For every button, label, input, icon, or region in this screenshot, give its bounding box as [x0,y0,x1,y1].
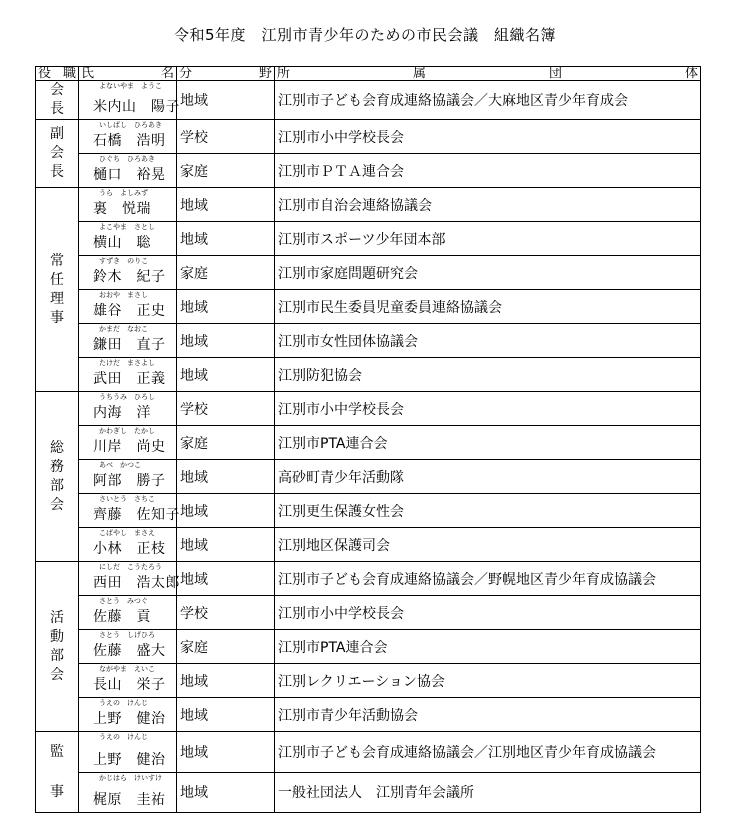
member-name: 梶原 圭祐 [93,792,166,808]
member-name: 樋口 裕晃 [93,167,166,183]
member-name-cell [79,732,177,773]
member-name: 上野 健治 [93,711,166,727]
table-row [36,81,701,120]
member-organization: 一般社団法人 江別青年会議所 [275,772,701,813]
member-field: 地域 [177,358,275,392]
member-field: 家庭 [177,256,275,290]
table-row [36,562,701,596]
table-row [36,256,701,290]
table-row [36,528,701,562]
role-char: 長 [50,101,64,117]
table-row [36,222,701,256]
table-header [36,67,701,81]
member-organization: 江別市民生委員児童委員連絡協議会 [275,290,701,324]
role-char: 部 [50,477,64,494]
member-organization: 江別レクリエーション協会 [275,664,701,698]
member-field: 学校 [177,392,275,426]
member-field: 地域 [177,494,275,528]
table-row [36,630,701,664]
member-organization: 江別市スポーツ少年団本部 [275,222,701,256]
member-name-cell [79,120,177,154]
member-field: 地域 [177,222,275,256]
member-name: 佐藤 盛大 [93,643,166,659]
role-cell [36,120,79,188]
name-reading: すずき のりこ [99,257,149,265]
header-org [275,67,701,81]
member-name-cell [79,528,177,562]
member-name: 横山 聡 [93,235,151,251]
member-name-cell [79,290,177,324]
header-role [36,67,79,81]
member-name-cell [79,81,180,120]
member-field: 地域 [177,562,275,596]
member-name: 齊藤 佐知子 [93,507,180,523]
member-organization: 江別市子ども会育成連絡協議会／野幌地区青少年育成協議会 [275,562,701,596]
member-name-cell [79,630,177,664]
role-char: 理 [50,290,64,307]
name-reading: うえの けんじ [99,699,148,707]
member-organization: 江別市PTA連合会 [275,630,701,664]
member-name-cell [79,426,177,460]
role-char: 務 [50,458,64,475]
member-organization: 江別市小中学校長会 [275,120,701,154]
name-reading: さとう みつぐ [99,597,148,605]
table-row [36,460,701,494]
member-field: 地域 [177,324,275,358]
member-organization: 江別市ＰＴＡ連合会 [275,154,701,188]
member-organization: 江別市PTA連合会 [275,426,701,460]
role-char: 長 [50,164,64,180]
member-organization: 江別市家庭問題研究会 [275,256,701,290]
member-organization: 江別防犯協会 [275,358,701,392]
header-role-char: 職 [62,66,76,81]
name-reading: うえの けんじ [99,733,148,741]
table-row [36,154,701,188]
member-name-cell [79,772,177,813]
role-char: 総 [50,439,64,456]
role-char: 監 [50,744,64,760]
table-row [36,120,701,154]
member-name-cell [79,222,177,256]
member-name-cell [79,154,177,188]
role-char: 会 [50,145,64,161]
table-row [36,664,701,698]
role-char: 任 [50,271,64,288]
member-field: 地域 [177,698,275,732]
table-row [36,494,701,528]
member-organization: 江別市子ども会育成連絡協議会／大麻地区青少年育成会 [275,81,701,120]
header-org-char: 体 [684,66,698,81]
table-row [36,324,701,358]
member-field: 地域 [177,772,275,813]
member-organization: 江別市青少年活動協会 [275,698,701,732]
member-name: 雄谷 正史 [93,303,166,319]
member-name: 上野 健治 [93,751,166,768]
table-row [36,732,701,773]
member-organization: 江別市小中学校長会 [275,596,701,630]
member-name: 長山 栄子 [93,677,166,693]
name-reading: ながやま えいこ [99,665,155,673]
table-row [36,426,701,460]
name-reading: ひぐち ひろあき [99,155,155,163]
member-name: 裏 悦瑞 [93,201,151,217]
member-field: 家庭 [177,630,275,664]
member-name-cell [79,188,177,222]
header-name-char: 氏 [81,66,95,81]
role-char: 会 [50,666,64,683]
table-row [36,596,701,630]
role-cell [36,732,79,813]
member-name: 鈴木 紀子 [93,269,166,285]
name-reading: おおや まさし [99,291,148,299]
name-reading: さいとう さちこ [99,495,155,503]
header-org-char: 属 [412,66,426,81]
role-cell [36,81,79,120]
member-field: 地域 [177,460,275,494]
role-char: 活 [50,609,64,626]
role-cell [36,392,79,562]
role-char: 事 [50,309,64,326]
header-org-char: 所 [277,66,291,81]
role-char: 会 [50,496,64,513]
member-name-cell [79,460,177,494]
table-row [36,290,701,324]
name-reading: かわぎし たかし [99,427,155,435]
role-char: 常 [50,252,64,269]
member-name-cell [79,562,180,596]
role-char: 副 [50,126,64,142]
name-reading: かまだ なおこ [99,325,148,333]
roster-table [35,66,701,813]
member-organization: 江別市自治会連絡協議会 [275,188,701,222]
role-char: 部 [50,647,64,664]
header-field-char: 野 [258,66,272,81]
member-field: 地域 [177,290,275,324]
header-role-char: 役 [38,66,52,81]
name-reading: こばやし まさえ [99,529,155,537]
member-organization: 江別市女性団体協議会 [275,324,701,358]
member-name: 佐藤 貢 [93,609,151,625]
header-field [177,67,275,81]
name-reading: よないやま ようこ [99,82,162,90]
roster-body [36,81,701,813]
member-name: 小林 正枝 [93,541,166,557]
member-name-cell [79,664,177,698]
member-name: 川岸 尚史 [93,439,166,455]
member-name: 内海 洋 [93,405,151,421]
header-org-char: 団 [548,66,562,81]
member-name-cell [79,358,177,392]
name-reading: かじはら けいすけ [99,773,162,782]
member-name-cell [79,494,180,528]
name-reading: うら よしみず [99,189,148,197]
member-name: 武田 正義 [93,371,166,387]
header-field-char: 分 [179,66,193,81]
document-title: 令和5年度 江別市青少年のための市民会議 組織名簿 [173,26,557,44]
member-field: 地域 [177,81,275,120]
header-name [79,67,177,81]
member-field: 家庭 [177,426,275,460]
name-reading: いしばし ひろあき [99,121,162,129]
table-row [36,188,701,222]
name-reading: たけだ まさよし [99,359,155,367]
member-field: 地域 [177,528,275,562]
header-name-char: 名 [160,66,174,81]
member-name-cell [79,596,177,630]
member-name: 阿部 勝子 [93,473,166,489]
member-organization: 江別市子ども会育成連絡協議会／江別地区青少年育成協議会 [275,732,701,773]
name-reading: あべ かつこ [99,461,141,469]
table-row [36,698,701,732]
table-row [36,772,701,813]
member-organization: 江別更生保護女性会 [275,494,701,528]
table-row [36,358,701,392]
name-reading: よこやま さとし [99,223,155,231]
member-name-cell [79,324,177,358]
member-field: 地域 [177,188,275,222]
member-organization: 江別市小中学校長会 [275,392,701,426]
role-char: 事 [50,784,64,800]
member-name-cell [79,392,177,426]
member-organization: 江別地区保護司会 [275,528,701,562]
member-field: 学校 [177,596,275,630]
member-name: 西田 浩太郎 [93,575,180,591]
member-field: 学校 [177,120,275,154]
table-row [36,392,701,426]
member-name-cell [79,698,177,732]
role-cell [36,562,79,732]
role-cell [36,188,79,392]
member-name-cell [79,256,177,290]
name-reading: うちうみ ひろし [99,393,155,401]
member-name: 米内山 陽子 [93,99,180,115]
name-reading: さとう しげひろ [99,631,155,639]
member-field: 地域 [177,664,275,698]
member-field: 家庭 [177,154,275,188]
name-reading: にしだ こうたろう [99,563,162,571]
member-field: 地域 [177,732,275,773]
member-name: 鎌田 直子 [93,337,166,353]
member-organization: 高砂町青少年活動隊 [275,460,701,494]
role-char: 会 [50,82,64,98]
role-char: 動 [50,628,64,645]
member-name: 石橋 浩明 [93,133,166,149]
